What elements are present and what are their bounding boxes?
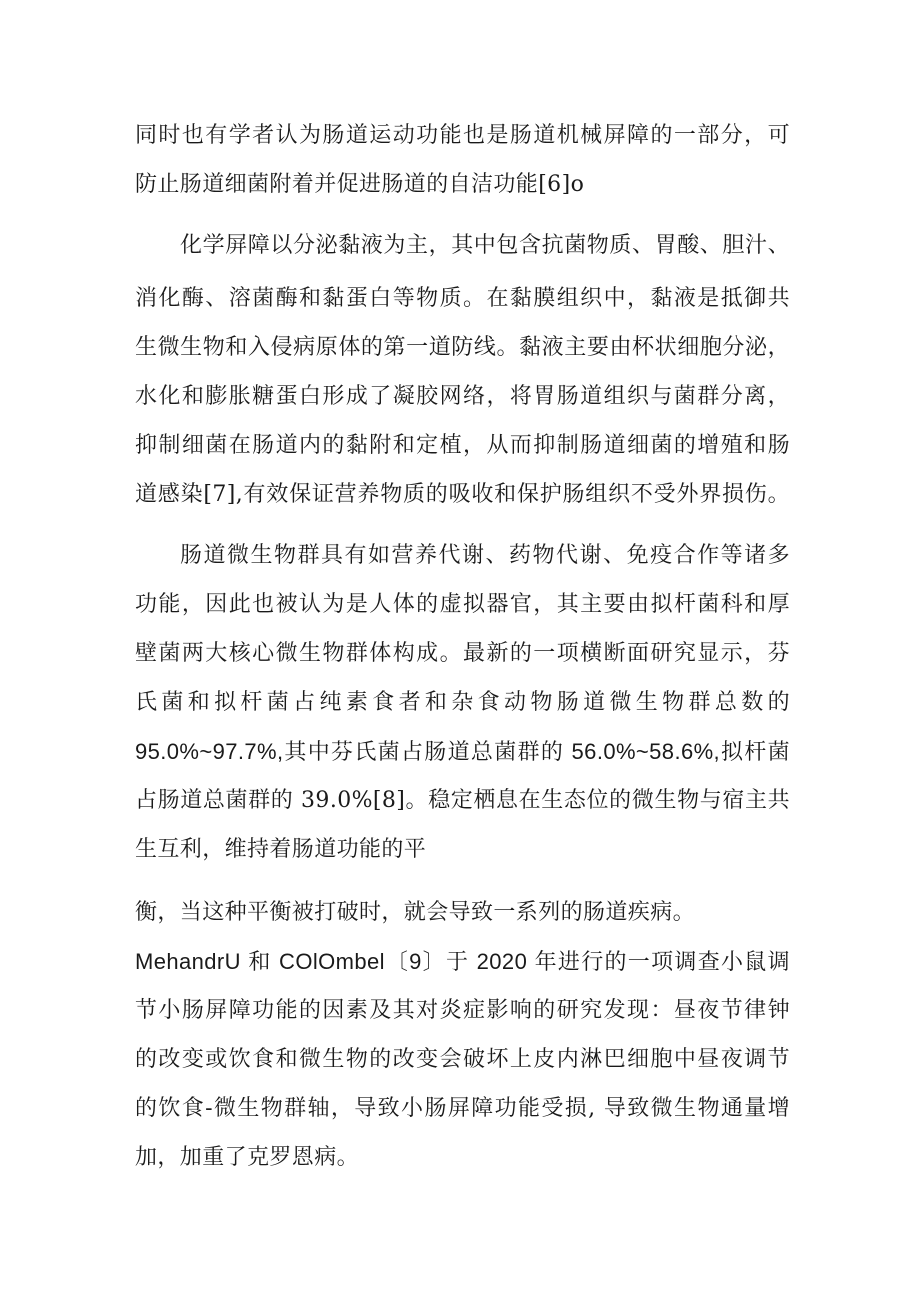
paragraph-3-line-6: 占肠道总菌群的 39.0%[8]。稳定栖息在生态位的微生物与宿主共: [135, 788, 790, 813]
paragraph-2-line-1: 化学屏障以分泌黏液为主，其中包含抗菌物质、胃酸、胆汁、: [180, 233, 790, 258]
paragraph-3-line-4: 氏菌和拟杆菌占纯素食者和杂食动物肠道微生物群总数的: [135, 690, 790, 715]
paragraph-1-line-2: 防止肠道细菌附着并促进肠道的自洁功能[6]o: [135, 172, 585, 197]
paragraph-3-line-5: 95.0%~97.7%,其中芬氏菌占肠道总菌群的 56.0%~58.6%,拟杆菌: [135, 739, 790, 764]
paragraph-3-line-3: 壁菌两大核心微生物群体构成。最新的一项横断面研究显示，芬: [135, 641, 790, 666]
paragraph-2-line-4: 水化和膨胀糖蛋白形成了凝胶网络，将胃肠道组织与菌群分离，: [135, 384, 790, 409]
paragraph-3-line-1: 肠道微生物群具有如营养代谢、药物代谢、免疫合作等诸多: [180, 543, 790, 568]
paragraph-4-line-4: 的改变或饮食和微生物的改变会破坏上皮内淋巴细胞中昼夜调节: [135, 1047, 790, 1072]
paragraph-4-line-2: MehandrU 和 COlOmbel〔9〕于 2020 年进行的一项调查小鼠调: [135, 949, 790, 974]
paragraph-2-line-6: 道感染[7],有效保证营养物质的吸收和保护肠组织不受外界损伤。: [135, 482, 790, 507]
paragraph-4-line-1: 衡，当这种平衡被打破时，就会导致一系列的肠道疾病。: [135, 900, 696, 925]
paragraph-2-line-2: 消化酶、溶菌酶和黏蛋白等物质。在黏膜组织中，黏液是抵御共: [135, 286, 790, 311]
paragraph-2-line-3: 生微生物和入侵病原体的第一道防线。黏液主要由杯状细胞分泌，: [135, 335, 790, 360]
paragraph-4-line-6: 加，加重了克罗恩病。: [135, 1145, 360, 1170]
paragraph-3-line-2: 功能，因此也被认为是人体的虚拟器官，其主要由拟杆菌科和厚: [135, 592, 790, 617]
paragraph-4-line-3: 节小肠屏障功能的因素及其对炎症影响的研究发现：昼夜节律钟: [135, 998, 790, 1023]
paragraph-3-line-7: 生互利，维持着肠道功能的平: [135, 837, 427, 862]
paragraph-1-line-1: 同时也有学者认为肠道运动功能也是肠道机械屏障的一部分，可: [135, 123, 790, 148]
paragraph-4-line-5: 的饮食-微生物群轴，导致小肠屏障功能受损, 导致微生物通量增: [135, 1096, 790, 1121]
paragraph-2-line-5: 抑制细菌在肠道内的黏附和定植，从而抑制肠道细菌的增殖和肠: [135, 433, 790, 458]
